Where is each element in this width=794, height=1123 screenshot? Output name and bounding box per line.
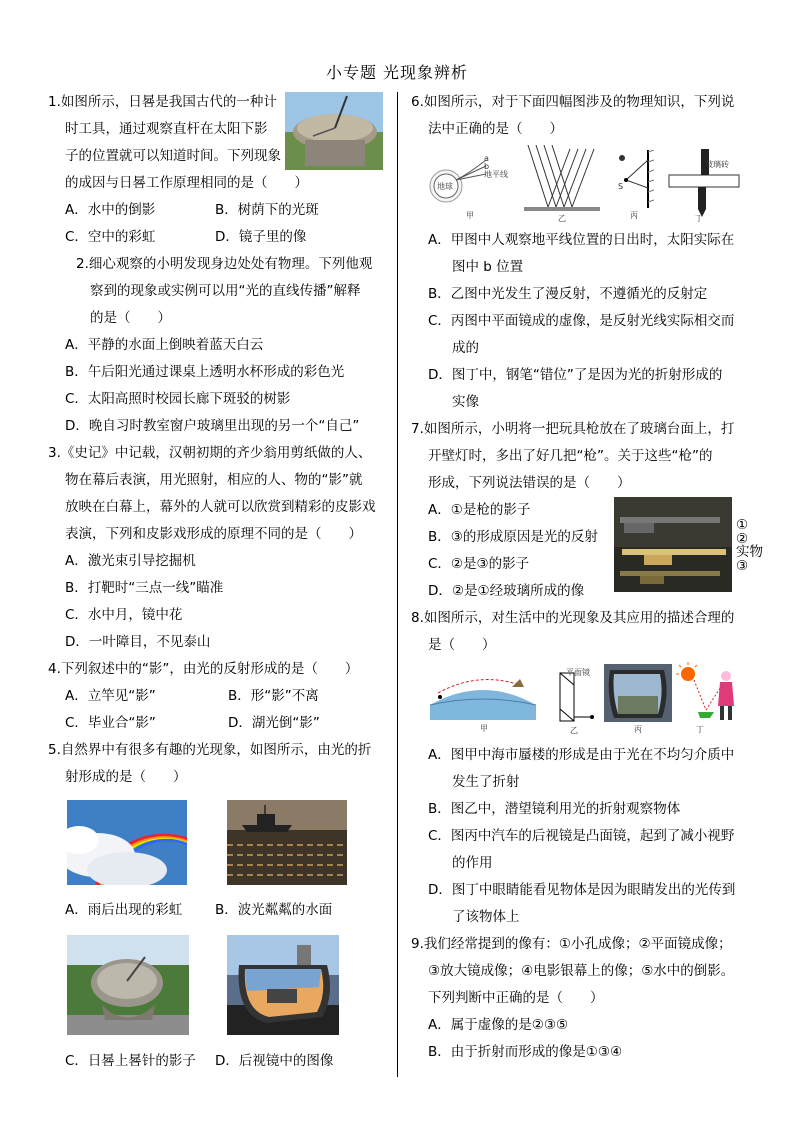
question-9-line: ③放大镜成像；④电影银幕上的像；⑤水中的倒影。 [428,963,735,979]
question-2-line: 2.细心观察的小明发现身边处处有物理。下列他观 [76,256,373,272]
sundial-statue-photo [67,935,189,1035]
figure-yi-reflection [518,145,606,223]
question-4-line: 4.下列叙述中的“影”，由光的反射形成的是（ ） [48,661,359,677]
fig-label-b: b [484,162,490,171]
option-d: D．②是①经玻璃所成的像 [428,583,585,599]
fig-label-1: ① [736,517,749,533]
option-b: B．由于折射而形成的像是①③④ [428,1044,623,1060]
question-5-line: 5.自然界中有很多有趣的光现象，如图所示，由光的折 [48,742,372,758]
page-title: 小专题 光现象辨析 [325,63,469,82]
option-b: B．午后阳光通过课桌上透明水杯形成的彩色光 [65,364,345,380]
fig-label-yi: 乙 [570,726,578,735]
question-9-line: 下列判断中正确的是（ ） [428,990,604,1006]
question-5-line: 射形成的是（ ） [65,769,187,785]
question-8-line: 是（ ） [428,637,496,653]
option-c-cont: 的作用 [452,855,493,871]
option-d: D．湖光倒“影” [228,715,320,731]
figure-bing-mirror [612,150,658,222]
figure-ding-eye [676,662,742,734]
question-1-line: 1.如图所示，日晷是我国古代的一种计 [48,94,277,110]
rearview-mirror-photo [227,935,339,1035]
option-d: D．晚自习时教室窗户玻璃里出现的另一个“自己” [65,418,360,434]
option-a: A．雨后出现的彩虹 [65,902,183,918]
fig-label-earth: 地球 [437,182,453,191]
fig-label-object: 实物 [736,544,763,560]
fig-label-ding: 丁 [696,725,704,734]
option-d-cont: 了该物体上 [452,909,520,925]
option-c: C．日晷上晷针的影子 [65,1053,196,1069]
question-1-line: 的成因与日晷工作原理相同的是（ ） [65,175,308,191]
option-b: B．树荫下的光斑 [215,202,319,218]
fig-label-yi: 乙 [558,214,566,223]
question-3-line: 放映在白幕上，幕外的人就可以欣赏到精彩的皮影戏 [65,499,376,515]
option-a: A．平静的水面上倒映着蓝天白云 [65,337,264,353]
option-d: D．后视镜中的图像 [215,1053,334,1069]
figure-ding-glass [665,145,747,223]
option-a: A．图甲中海市蜃楼的形成是由于光在不均匀介质中 [428,747,735,763]
option-d: D．图丁中，钢笔“错位”了是因为光的折射形成的 [428,367,723,383]
option-a: A．①是枪的影子 [428,502,531,518]
fig-label-a: a [484,154,489,163]
option-b: B．③的形成原因是光的反射 [428,529,598,545]
option-c: C．②是③的影子 [428,556,530,572]
fig-label-bing: 丙 [630,211,638,220]
option-c: C．图丙中汽车的后视镜是凸面镜，起到了减小视野 [428,828,735,844]
option-a-cont: 发生了折射 [452,774,520,790]
question-3-line: 表演，下列和皮影戏形成的原理不同的是（ ） [65,526,362,542]
figure-yi-periscope [548,665,598,735]
option-d: D．图丁中眼睛能看见物体是因为眼睛发出的光传到 [428,882,736,898]
question-2-line: 的是（ ） [90,310,171,326]
fig-label-horizon: 地平线 [484,170,508,179]
question-3-line: 3.《史记》中记载，汉朝初期的齐少翁用剪纸做的人、 [48,445,372,461]
figure-jia-earth [428,150,508,222]
option-c: C．毕业合“影” [65,715,156,731]
fig-label-bing: 丙 [634,725,642,734]
option-b: B．形“影”不离 [228,688,319,704]
option-d: D．镜子里的像 [215,229,307,245]
fig-label-glass: 玻璃砖 [705,160,729,169]
option-a: A．激光束引导挖掘机 [65,553,196,569]
question-7-line: 形成，下列说法错误的是（ ） [428,475,631,491]
fig-label-jia: 甲 [466,211,474,220]
fig-label-jia: 甲 [480,724,488,733]
sundial-photo [285,92,383,170]
fig-label-plane-mirror: 平面镜 [566,668,590,677]
figure-bing-car-mirror [604,664,672,734]
fig-label-s: S [618,182,624,191]
rainbow-photo [67,800,187,885]
fig-label-ding: 丁 [695,214,703,223]
option-d: D．一叶障目，不见泰山 [65,634,211,650]
question-8-line: 8.如图所示，对生活中的光现象及其应用的描述合理的 [411,610,735,626]
option-b: B．波光粼粼的水面 [215,902,333,918]
question-1-line: 时工具，通过观察直杆在太阳下影 [65,121,268,137]
fig-label-2: ② [736,531,749,547]
fig-label-3: ③ [736,558,749,574]
question-7-line: 开壁灯时，多出了好几把“枪”。关于这些“枪”的 [428,448,713,464]
option-a: A．甲图中人观察地平线位置的日出时，太阳实际在 [428,232,735,248]
option-c-cont: 成的 [452,340,479,356]
question-7-line: 7.如图所示，小明将一把玩具枪放在了玻璃台面上，打 [411,421,735,437]
option-b: B．打靶时“三点一线”瞄准 [65,580,224,596]
option-d-cont: 实像 [452,394,479,410]
option-a: A．立竿见“影” [65,688,156,704]
question-1-line: 子的位置就可以知道时间。下列现象 [65,148,281,164]
option-c: C．水中月，镜中花 [65,607,183,623]
toy-gun-photo [614,497,732,592]
question-3-line: 物在幕后表演，用光照射，相应的人、物的“影”就 [65,472,363,488]
option-b: B．图乙中，潜望镜利用光的折射观察物体 [428,801,681,817]
option-c: C．太阳高照时校园长廊下斑驳的树影 [65,391,291,407]
option-c: C．丙图中平面镜成的虚像，是反射光线实际相交而 [428,313,735,329]
question-6-line: 法中正确的是（ ） [428,121,563,137]
column-divider [397,92,398,1077]
option-a: A．属于虚像的是②③⑤ [428,1017,569,1033]
question-6-line: 6.如图所示，对于下面四幅图涉及的物理知识，下列说 [411,94,735,110]
option-b: B．乙图中光发生了漫反射，不遵循光的反射定 [428,286,708,302]
figure-jia-mirage [428,665,538,735]
question-2-line: 察到的现象或实例可以用“光的直线传播”解释 [90,283,361,299]
option-a-cont: 图中 b 位置 [452,259,524,275]
option-c: C．空中的彩虹 [65,229,156,245]
question-9-line: 9.我们经常提到的像有：①小孔成像；②平面镜成像； [411,936,732,952]
sea-boat-photo [227,800,347,885]
option-a: A．水中的倒影 [65,202,156,218]
